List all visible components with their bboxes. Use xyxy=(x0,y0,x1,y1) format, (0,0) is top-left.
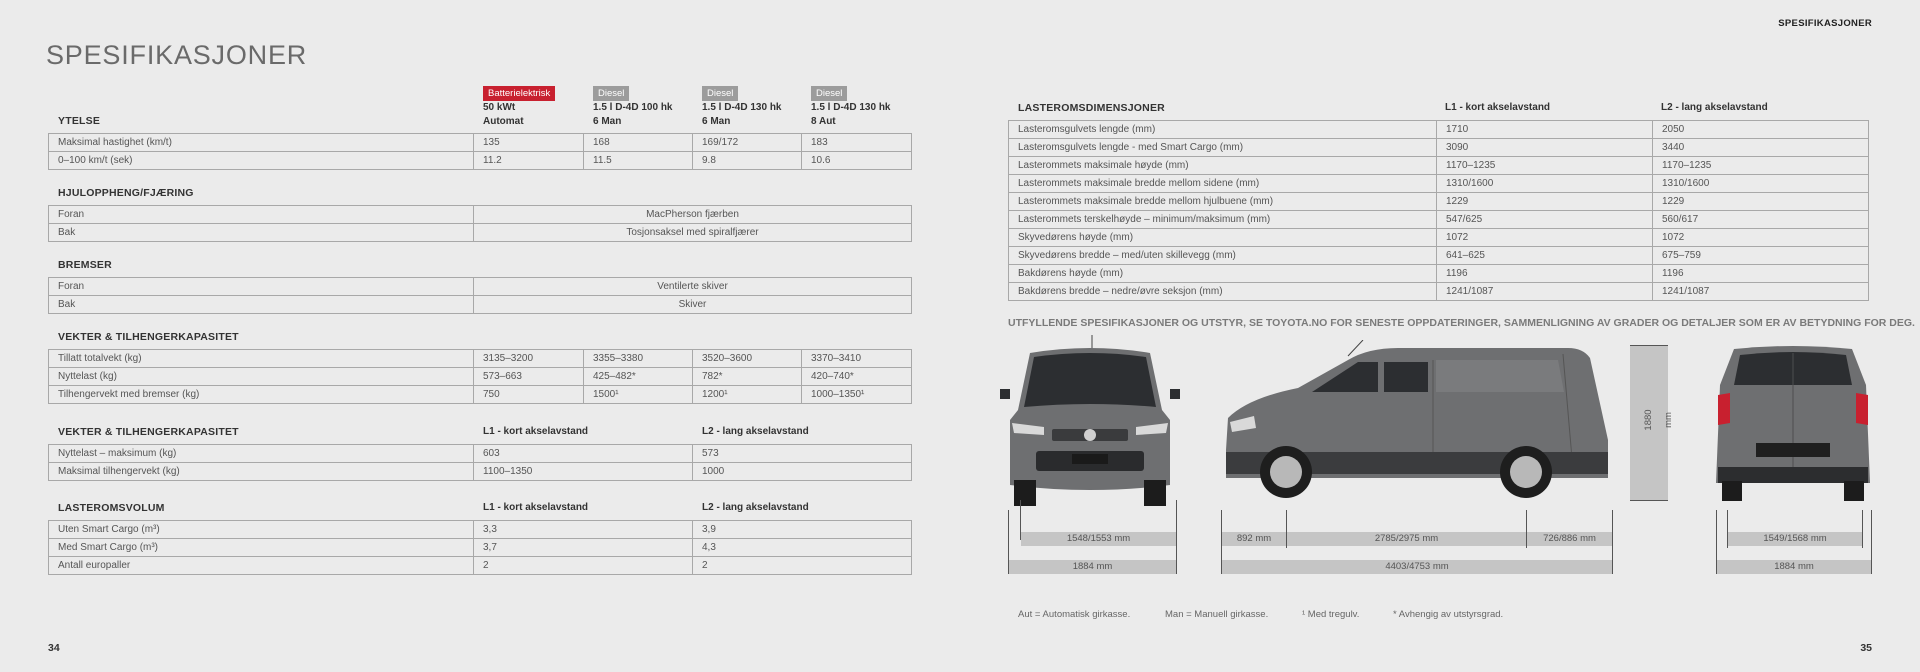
table-cell: 1241/1087 xyxy=(1653,283,1869,301)
table-cell: 1196 xyxy=(1653,265,1869,283)
table-cell: Maksimal hastighet (km/t) xyxy=(49,134,474,152)
table-row xyxy=(1009,139,1869,157)
engine-badge-2: Diesel xyxy=(593,83,629,101)
table-cell: 168 xyxy=(584,134,693,152)
engine-header-2: 1.5 l D-4D 100 hk 6 Man xyxy=(593,102,673,127)
table-cell: 11.5 xyxy=(584,152,693,170)
table-cell: 1241/1087 xyxy=(1437,283,1653,301)
rear-overhang-dim: 726/886 mm xyxy=(1527,532,1612,546)
disclaimer: UTFYLLENDE SPESIFIKASJONER OG UTSTYR, SE TOYOTA.NO FOR SENESTE OPPDATERINGER, SAMMENLIGNING AV GRADER OG DETALJER SOM ER AV BETYDNING FOR DEG. xyxy=(1008,317,1915,329)
table-cell: 1200¹ xyxy=(693,386,802,404)
table-cell: 1310/1600 xyxy=(1437,175,1653,193)
table-cell: Nyttelast – maksimum (kg) xyxy=(49,445,474,463)
table-cell: 2050 xyxy=(1653,121,1869,139)
table-row xyxy=(1009,157,1869,175)
table-cell: 1170–1235 xyxy=(1437,157,1653,175)
table-cell: 2 xyxy=(474,557,693,575)
table-cell: 3,3 xyxy=(474,521,693,539)
volum-table xyxy=(48,520,912,575)
table-cell: 9.8 xyxy=(693,152,802,170)
table-row xyxy=(49,386,912,404)
table-row xyxy=(49,224,912,242)
table-row xyxy=(49,463,912,481)
table-cell: Foran xyxy=(49,278,474,296)
engine-badge-1: Batterielektrisk xyxy=(483,83,555,101)
table-cell: 1229 xyxy=(1653,193,1869,211)
table-cell: Skyvedørens bredde – med/uten skillevegg (mm) xyxy=(1009,247,1437,265)
table-row xyxy=(49,539,912,557)
table-cell: 420–740* xyxy=(802,368,912,386)
table-row xyxy=(49,278,912,296)
table-cell: 3,7 xyxy=(474,539,693,557)
ytelse-title: YTELSE xyxy=(58,115,101,127)
table-cell: 750 xyxy=(474,386,584,404)
table-cell: 603 xyxy=(474,445,693,463)
volum-col1: L1 - kort akselavstand xyxy=(483,502,589,513)
table-cell: 135 xyxy=(474,134,584,152)
table-row xyxy=(1009,229,1869,247)
rear-track-dim: 1549/1568 mm xyxy=(1728,532,1862,546)
engine-header-1: 50 kWt Automat xyxy=(483,102,524,127)
page-title: SPESIFIKASJONER xyxy=(46,40,308,70)
table-cell: 1072 xyxy=(1437,229,1653,247)
engine-header-4: 1.5 l D-4D 130 hk 8 Aut xyxy=(811,102,891,127)
engine-header-3: 1.5 l D-4D 130 hk 6 Man xyxy=(702,102,782,127)
vekter1-title: VEKTER & TILHENGERKAPASITET xyxy=(58,331,239,343)
table-cell: 10.6 xyxy=(802,152,912,170)
table-cell: 3,9 xyxy=(693,521,912,539)
table-cell: Maksimal tilhengervekt (kg) xyxy=(49,463,474,481)
table-cell: Bak xyxy=(49,296,474,314)
rear-width-dim: 1884 mm xyxy=(1717,560,1871,574)
engine-badge-4: Diesel xyxy=(811,83,847,101)
table-cell: 573 xyxy=(693,445,912,463)
table-cell: 3135–3200 xyxy=(474,350,584,368)
table-row xyxy=(49,206,912,224)
volum-col2: L2 - lang akselavstand xyxy=(702,502,809,513)
table-cell: Bakdørens høyde (mm) xyxy=(1009,265,1437,283)
laster-col1: L1 - kort akselavstand xyxy=(1445,102,1551,113)
table-cell: 641–625 xyxy=(1437,247,1653,265)
table-row xyxy=(1009,175,1869,193)
table-cell: 1710 xyxy=(1437,121,1653,139)
table-cell: Nyttelast (kg) xyxy=(49,368,474,386)
table-cell: Lasteromsgulvets lengde - med Smart Cargo (mm) xyxy=(1009,139,1437,157)
table-cell: 560/617 xyxy=(1653,211,1869,229)
table-cell: 0–100 km/t (sek) xyxy=(49,152,474,170)
table-cell: 1000–1350¹ xyxy=(802,386,912,404)
table-cell: 3440 xyxy=(1653,139,1869,157)
table-cell: 169/172 xyxy=(693,134,802,152)
table-cell: 1100–1350 xyxy=(474,463,693,481)
section-header: SPESIFIKASJONER xyxy=(1778,18,1872,29)
bremser-table xyxy=(48,277,912,314)
vekter2-col2: L2 - lang akselavstand xyxy=(702,426,809,437)
note-aut: Aut = Automatisk girkasse. xyxy=(1018,609,1131,620)
height-dim: 1880 mm xyxy=(1643,409,1674,431)
table-row xyxy=(1009,121,1869,139)
table-row xyxy=(1009,283,1869,301)
engine-badge-3: Diesel xyxy=(702,83,738,101)
laster-title: LASTEROMSDIMENSJONER xyxy=(1018,102,1165,114)
table-row xyxy=(49,445,912,463)
page-number-right: 35 xyxy=(1860,642,1872,654)
table-cell: 3355–3380 xyxy=(584,350,693,368)
table-row xyxy=(49,557,912,575)
table-cell: 782* xyxy=(693,368,802,386)
table-row xyxy=(1009,265,1869,283)
length-dim: 4403/4753 mm xyxy=(1222,560,1612,574)
table-cell: 573–663 xyxy=(474,368,584,386)
table-row xyxy=(1009,193,1869,211)
table-cell: Skiver xyxy=(474,296,912,314)
volum-title: LASTEROMSVOLUM xyxy=(58,502,165,514)
table-row xyxy=(49,134,912,152)
table-row xyxy=(1009,247,1869,265)
table-cell: Lasterommets maksimale bredde mellom sidene (mm) xyxy=(1009,175,1437,193)
page-number-left: 34 xyxy=(48,642,60,654)
table-cell: Tilhengervekt med bremser (kg) xyxy=(49,386,474,404)
table-row xyxy=(49,350,912,368)
van-front-view xyxy=(1000,335,1180,510)
table-cell: Lasterommets maksimale høyde (mm) xyxy=(1009,157,1437,175)
table-cell: 3090 xyxy=(1437,139,1653,157)
laster-table xyxy=(1008,120,1869,301)
front-width-dim: 1884 mm xyxy=(1009,560,1176,574)
hjul-title: HJULOPPHENG/FJÆRING xyxy=(58,187,194,199)
table-cell: Ventilerte skiver xyxy=(474,278,912,296)
table-cell: 1196 xyxy=(1437,265,1653,283)
laster-col2: L2 - lang akselavstand xyxy=(1661,102,1768,113)
table-cell: 1000 xyxy=(693,463,912,481)
table-cell: 1170–1235 xyxy=(1653,157,1869,175)
table-cell: Bak xyxy=(49,224,474,242)
table-row xyxy=(49,296,912,314)
table-cell: 3520–3600 xyxy=(693,350,802,368)
vekter2-title: VEKTER & TILHENGERKAPASITET xyxy=(58,426,239,438)
front-track-dim: 1548/1553 mm xyxy=(1021,532,1176,546)
table-cell: Tosjonsaksel med spiralfjærer xyxy=(474,224,912,242)
vekter1-table xyxy=(48,349,912,404)
note-man: Man = Manuell girkasse. xyxy=(1165,609,1269,620)
table-cell: Lasteromsgulvets lengde (mm) xyxy=(1009,121,1437,139)
table-cell: 425–482* xyxy=(584,368,693,386)
table-cell: Tillatt totalvekt (kg) xyxy=(49,350,474,368)
table-cell: Antall europaller xyxy=(49,557,474,575)
table-cell: 3370–3410 xyxy=(802,350,912,368)
table-cell: 1310/1600 xyxy=(1653,175,1869,193)
hjul-table xyxy=(48,205,912,242)
table-cell: Lasterommets terskelhøyde – minimum/maksimum (mm) xyxy=(1009,211,1437,229)
table-cell: 1500¹ xyxy=(584,386,693,404)
table-cell: Skyvedørens høyde (mm) xyxy=(1009,229,1437,247)
van-rear-view xyxy=(1712,345,1874,505)
ytelse-table xyxy=(48,133,912,170)
vekter2-table xyxy=(48,444,912,481)
table-cell: 675–759 xyxy=(1653,247,1869,265)
table-cell: 11.2 xyxy=(474,152,584,170)
front-overhang-dim: 892 mm xyxy=(1222,532,1286,546)
bremser-title: BREMSER xyxy=(58,259,112,271)
table-cell: Uten Smart Cargo (m³) xyxy=(49,521,474,539)
table-cell: Lasterommets maksimale bredde mellom hjulbuene (mm) xyxy=(1009,193,1437,211)
table-cell: 1072 xyxy=(1653,229,1869,247)
vekter2-col1: L1 - kort akselavstand xyxy=(483,426,589,437)
table-cell: Bakdørens bredde – nedre/øvre seksjon (mm) xyxy=(1009,283,1437,301)
table-row xyxy=(49,521,912,539)
table-row xyxy=(1009,211,1869,229)
note-utstyr: * Avhengig av utstyrsgrad. xyxy=(1393,609,1504,620)
table-cell: Med Smart Cargo (m³) xyxy=(49,539,474,557)
table-cell: 2 xyxy=(693,557,912,575)
table-row xyxy=(49,152,912,170)
note-tregulv: ¹ Med tregulv. xyxy=(1302,609,1360,620)
table-cell: 1229 xyxy=(1437,193,1653,211)
table-cell: 183 xyxy=(802,134,912,152)
table-cell: MacPherson fjærben xyxy=(474,206,912,224)
table-cell: 4,3 xyxy=(693,539,912,557)
table-row xyxy=(49,368,912,386)
table-cell: 547/625 xyxy=(1437,211,1653,229)
table-cell: Foran xyxy=(49,206,474,224)
van-side-view xyxy=(1218,340,1610,500)
wheelbase-dim: 2785/2975 mm xyxy=(1287,532,1526,546)
